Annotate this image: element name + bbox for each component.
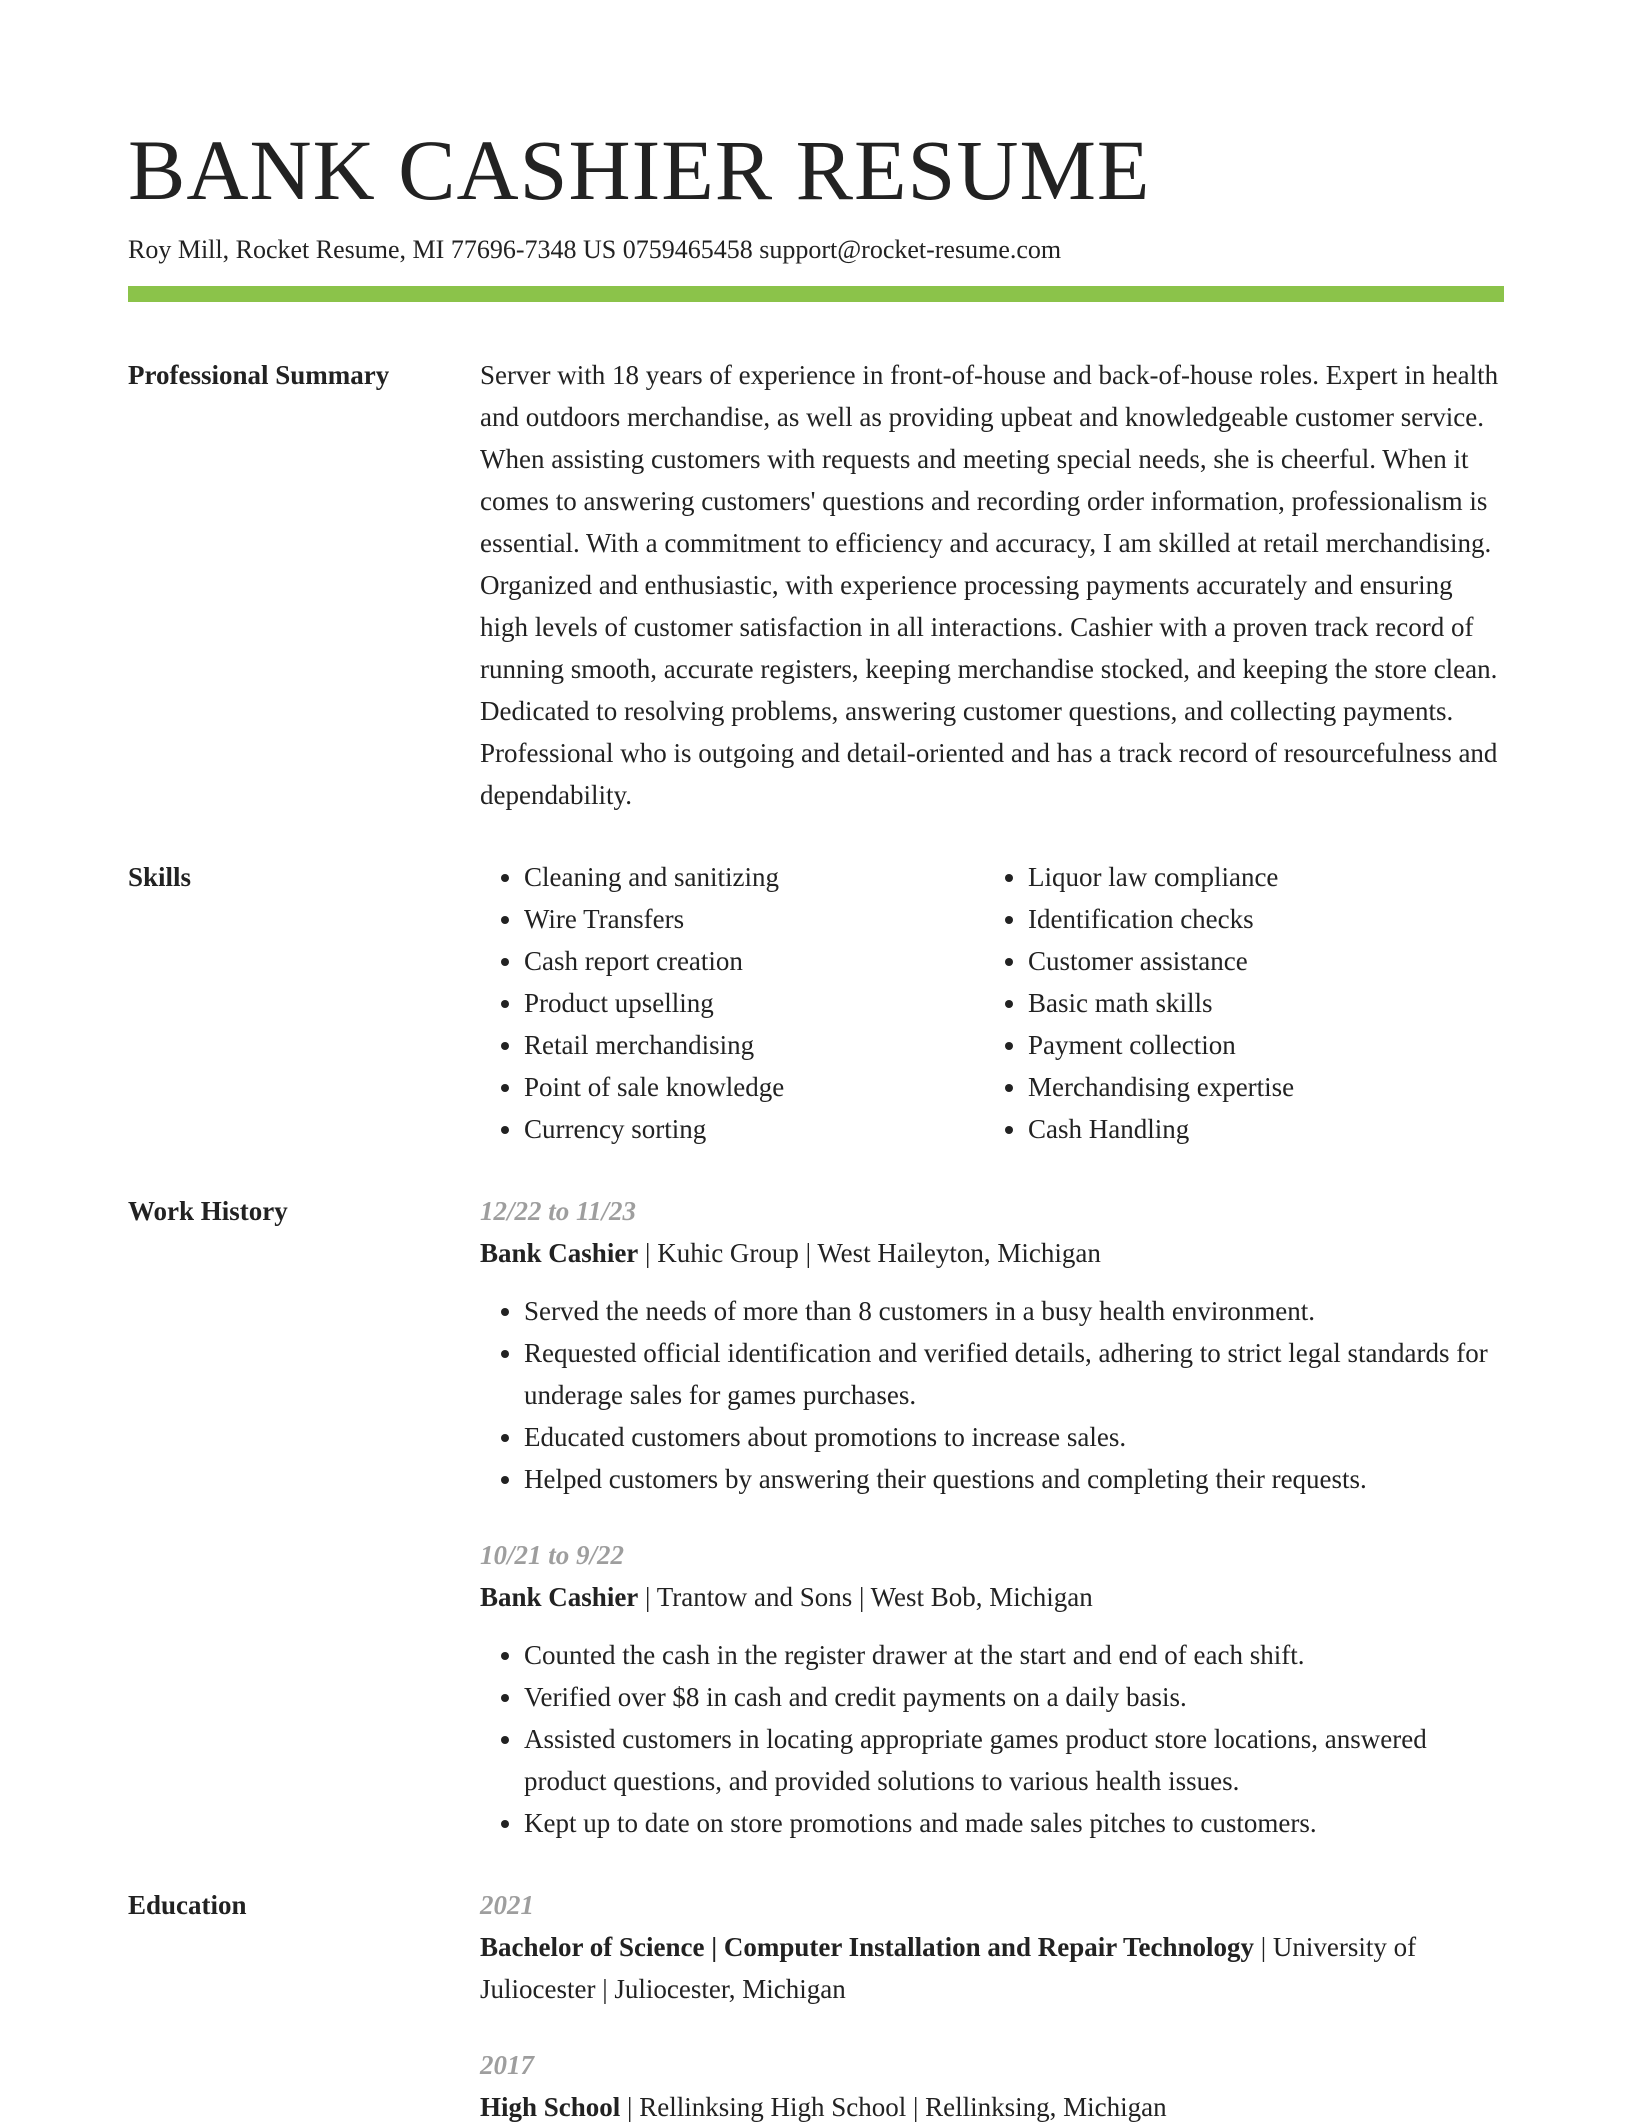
job-dates: 10/21 to 9/22 bbox=[480, 1540, 625, 1570]
section-label-skills: Skills bbox=[128, 862, 192, 892]
skill-item: • Cleaning and sanitizing bbox=[524, 856, 984, 898]
resume-title: BANK CASHIER RESUME bbox=[128, 122, 1151, 218]
skills-section bbox=[128, 856, 1504, 1150]
job-details: | Kuhic Group | West Haileyton, Michigan bbox=[638, 1238, 1101, 1268]
section-label-summary: Professional Summary bbox=[128, 360, 390, 390]
job-entry bbox=[480, 1190, 1504, 1500]
skill-item: • Merchandising expertise bbox=[1028, 1066, 1488, 1108]
skill-item: • Product upselling bbox=[524, 982, 984, 1024]
education-body bbox=[480, 1884, 1504, 2128]
skills-list-left bbox=[480, 856, 984, 1150]
job-bullets bbox=[480, 1290, 1504, 1500]
skills-list-right bbox=[984, 856, 1488, 1150]
job-title: Bank Cashier bbox=[480, 1582, 639, 1612]
section-label-work-history: Work History bbox=[128, 1196, 288, 1226]
job-bullets bbox=[480, 1634, 1504, 1844]
job-dates: 12/22 to 11/23 bbox=[480, 1196, 637, 1226]
education-year: 2021 bbox=[480, 1890, 534, 1920]
skill-item: • Customer assistance bbox=[1028, 940, 1488, 982]
job-bullet: • Helped customers by answering their questions and completing their requests. bbox=[524, 1458, 1504, 1500]
job-role-line bbox=[480, 1232, 1504, 1274]
skill-item: • Cash report creation bbox=[524, 940, 984, 982]
education-degree: High School bbox=[480, 2092, 621, 2122]
job-bullet: • Counted the cash in the register drawer at the start and end of each shift. bbox=[524, 1634, 1504, 1676]
education-line bbox=[480, 2086, 1504, 2128]
skill-item: • Point of sale knowledge bbox=[524, 1066, 984, 1108]
education-line bbox=[480, 1926, 1504, 2010]
education-degree: Bachelor of Science | Computer Installation and Repair Technology bbox=[480, 1932, 1254, 1962]
education-entry bbox=[480, 1884, 1504, 2010]
job-bullet: • Verified over $8 in cash and credit payments on a daily basis. bbox=[524, 1676, 1504, 1718]
education-details: | University of Juliocester | Juliocester, Michigan bbox=[480, 1932, 1417, 2004]
education-section bbox=[128, 1884, 1504, 2128]
skill-item: • Payment collection bbox=[1028, 1024, 1488, 1066]
education-year: 2017 bbox=[480, 2050, 534, 2080]
summary-body bbox=[480, 354, 1504, 816]
skill-item: • Cash Handling bbox=[1028, 1108, 1488, 1150]
job-role-line bbox=[480, 1576, 1504, 1618]
skill-item: • Liquor law compliance bbox=[1028, 856, 1488, 898]
education-entry bbox=[480, 2044, 1504, 2128]
skill-item: • Basic math skills bbox=[1028, 982, 1488, 1024]
job-bullet: • Assisted customers in locating appropriate games product store locations, answered product questions, and provided solutions to various health issues. bbox=[524, 1718, 1504, 1802]
work-history-body bbox=[480, 1190, 1504, 1844]
job-details: | Trantow and Sons | West Bob, Michigan bbox=[638, 1582, 1093, 1612]
job-entry bbox=[480, 1534, 1504, 1844]
skill-item: • Identification checks bbox=[1028, 898, 1488, 940]
accent-divider bbox=[128, 286, 1504, 302]
job-title: Bank Cashier bbox=[480, 1238, 639, 1268]
section-label-education: Education bbox=[128, 1890, 247, 1920]
skills-body bbox=[480, 856, 1504, 1150]
job-bullet: • Requested official identification and verified details, adhering to strict legal standards for underage sales for games purchases. bbox=[524, 1332, 1504, 1416]
work-history-section bbox=[128, 1190, 1504, 1844]
job-bullet: • Served the needs of more than 8 customers in a busy health environment. bbox=[524, 1290, 1504, 1332]
education-details: | Rellinksing High School | Rellinksing, Michigan bbox=[620, 2092, 1167, 2122]
job-bullet: • Kept up to date on store promotions and made sales pitches to customers. bbox=[524, 1802, 1504, 1844]
summary-section bbox=[128, 354, 1504, 816]
skill-item: • Wire Transfers bbox=[524, 898, 984, 940]
skill-item: • Retail merchandising bbox=[524, 1024, 984, 1066]
skill-item: • Currency sorting bbox=[524, 1108, 984, 1150]
contact-line: Roy Mill, Rocket Resume, MI 77696-7348 US 0759465458 support@rocket-resume.com bbox=[128, 235, 1062, 264]
summary-text: Server with 18 years of experience in front-of-house and back-of-house roles. Expert in health and outdoors merchandise, as well as providing upbeat and knowledgeable customer service. When assisting customers with requests and meeting special needs, she is cheerful. When it comes to answering customers' questions and recording order information, professionalism is essential. With a commitment to efficiency and accuracy, I am skilled at retail merchandising. Organized and enthusiastic, with experience processing payments accurately and ensuring high levels of customer satisfaction in all interactions. Cashier with a proven track record of running smooth, accurate registers, keeping merchandise stocked, and keeping the store clean. Dedicated to resolving problems, answering customer questions, and collecting payments. Professional who is outgoing and detail-oriented and has a track record of resourcefulness and dependability. bbox=[480, 360, 1499, 810]
job-bullet: • Educated customers about promotions to increase sales. bbox=[524, 1416, 1504, 1458]
